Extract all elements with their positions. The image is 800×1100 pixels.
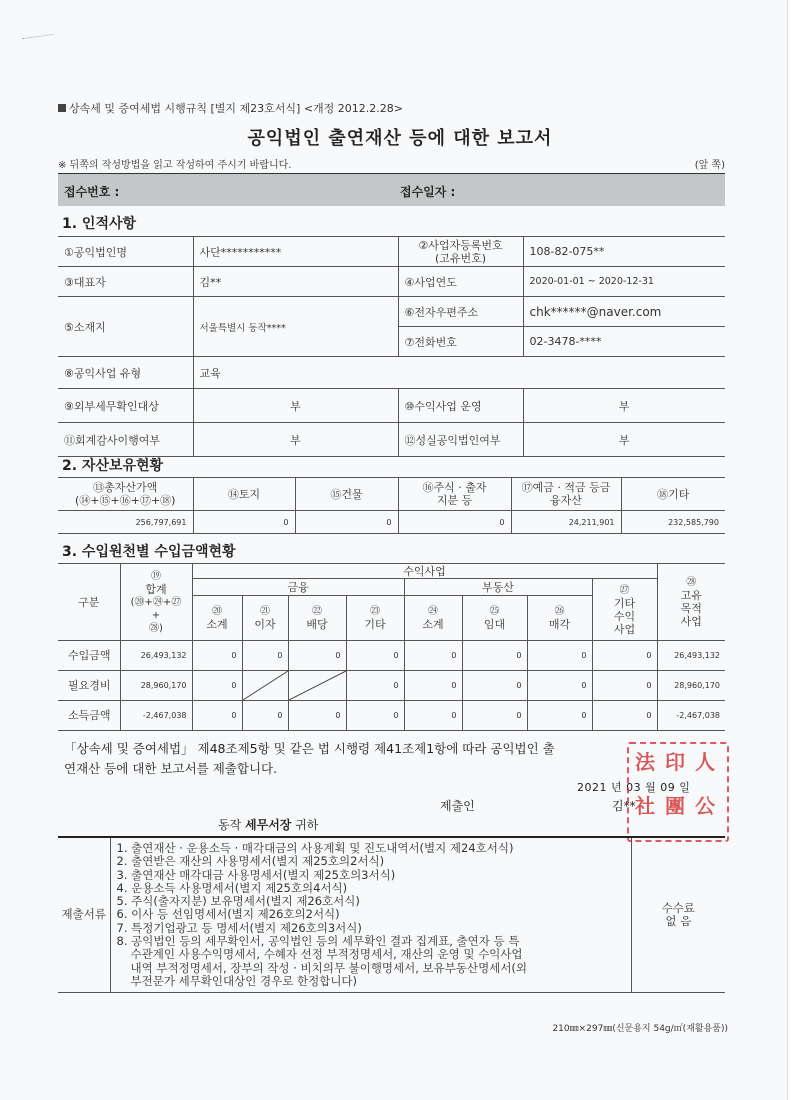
sub-header: [404, 596, 462, 641]
email-label: ⑥전자우편주소: [398, 297, 523, 327]
sub-header: [346, 596, 404, 641]
table-row: [58, 641, 725, 671]
row-label: 수입금액: [58, 641, 120, 671]
documents-label: 제출서류: [58, 837, 110, 993]
date-month-unit: 월: [645, 781, 657, 794]
sub-header-number: ㉓: [370, 606, 380, 617]
own-purpose-line1: 고유: [680, 589, 702, 602]
paper-size-note: 210㎜×297㎜(신문용지 54g/㎡(재활용품)): [552, 1024, 728, 1034]
other-profit-line3: 사업: [613, 622, 636, 636]
asset-header-line1: ⑰예금 · 적금 등금: [521, 481, 611, 494]
cell-value: 0: [346, 641, 404, 671]
faithful-corp-label: ⑫성실공익법인여부: [398, 423, 523, 457]
cell-value: 0: [242, 641, 288, 671]
recipient-suffix: 귀하: [295, 818, 319, 832]
location-label: ⑤소재지: [58, 297, 193, 357]
cell-value: 0: [462, 671, 527, 701]
table-row: [58, 389, 725, 423]
asset-header-line1: ⑬총자산가액: [93, 481, 158, 494]
section-2-title: 2. 자산보유현황: [62, 458, 164, 474]
corp-name-label: ①공익법인명: [58, 237, 193, 267]
table-row: [58, 237, 725, 267]
row-label: 필요경비: [58, 671, 120, 701]
sub-header-label: 임대: [483, 618, 506, 631]
cell-value: 0: [592, 641, 657, 671]
date-year: 2021: [577, 781, 607, 794]
asset-header-line2: 지분 등: [436, 494, 473, 507]
cell-value: 0: [404, 641, 462, 671]
fee-value: 없 음: [665, 914, 692, 929]
recipient: [218, 816, 318, 833]
total-header-label: 합계: [145, 582, 167, 596]
biz-reg-label-line1: ②사업자등록번호: [418, 238, 503, 252]
seal-glyph: 法: [635, 750, 655, 774]
sub-header: [242, 596, 288, 641]
cell-value: 0: [527, 701, 592, 731]
table-row: [58, 267, 725, 297]
sub-header-label: 기타: [364, 618, 386, 631]
document-item-continued: 수관계인 사용수익명세서, 수혜자 선정 부적정명세서, 재산의 운영 및 수익사업: [130, 947, 523, 962]
document-item: 1. 출연재산 · 운용소득 · 매각대금의 사용계획 및 진도내역서(별지 제24호서식): [116, 841, 514, 855]
profit-biz-label: ⑩수익사업 운영: [398, 389, 523, 423]
sub-header: [527, 596, 592, 641]
cell-value: 0: [592, 701, 657, 731]
other-profit-line2: 수익: [613, 609, 636, 623]
asset-header-line1: ⑯주식 · 출자: [422, 481, 487, 494]
document-item: 5. 주식(출자지분) 보유명세서(별지 제26호서식): [116, 894, 360, 909]
asset-header-line2: (⑭+⑮+⑯+⑰+⑱): [75, 494, 176, 507]
sub-header-label: 배당: [306, 618, 328, 631]
finance-header: 금융: [192, 579, 404, 596]
biz-type-value: 교육: [193, 357, 725, 389]
document-item: 7. 특정기업광고 등 명세서(별지 제26호의3서식): [116, 920, 362, 935]
biz-reg-label: [398, 237, 523, 267]
profit-biz-header: 수익사업: [192, 564, 657, 579]
cell-value: 26,493,132: [120, 641, 192, 671]
document-item-continued: 내역 부적정명세서, 장부의 작성 · 비치의무 불이행명세서, 보유부동산명세서(외: [130, 960, 528, 975]
scan-edge: [787, 0, 800, 1100]
submission-documents-table: [58, 836, 725, 993]
asset-holdings-table: [58, 477, 725, 534]
cell-value: 0: [192, 701, 242, 731]
own-purpose-line3: 사업: [680, 615, 702, 628]
document-item: 2. 출연받은 재산의 사용명세서(별지 제25호의2서식): [116, 854, 385, 869]
category-header: 구분: [58, 564, 120, 641]
total-header: [120, 564, 192, 641]
sub-header-number: ㉒: [312, 606, 322, 617]
submitter-label: 제출인: [440, 799, 475, 813]
diagonal-slash-icon: [243, 671, 288, 700]
personal-info-table: [58, 236, 725, 457]
asset-value: 0: [193, 511, 295, 534]
asset-value: 256,797,691: [58, 511, 193, 534]
other-profit-header: [592, 579, 657, 641]
struck-cell: [242, 671, 288, 701]
diagonal-slash-icon: [289, 671, 346, 700]
cell-value: 0: [462, 641, 527, 671]
cell-value: 0: [527, 671, 592, 701]
table-header-row: [58, 478, 725, 511]
profit-biz-value: 부: [523, 389, 725, 423]
sub-header-label: 매각: [548, 618, 571, 631]
receipt-bar: [58, 173, 725, 206]
accounting-audit-label: ⑪회계감사이행여부: [58, 423, 193, 457]
law-reference: [58, 100, 403, 116]
table-row: [58, 671, 725, 701]
seal-glyph: 公: [695, 794, 715, 818]
declaration-line1: 「상속세 및 증여세법」 제48조제5항 및 같은 법 시행령 제41조제1항에 따라 공익법인 출: [64, 741, 555, 756]
cell-value: 0: [346, 671, 404, 701]
fiscal-year-value: 2020-01-01 ~ 2020-12-31: [523, 267, 725, 297]
external-audit-value: 부: [193, 389, 398, 423]
sub-header-number: ⑳: [212, 606, 222, 617]
sub-header-label: 소계: [206, 618, 228, 631]
scan-smudge: [22, 34, 54, 43]
seal-glyph: 印: [665, 750, 685, 774]
table-row: [58, 837, 725, 993]
cell-value: 0: [346, 701, 404, 731]
asset-header: ⑭토지: [193, 478, 295, 511]
document-item: 4. 운용소득 사용명세서(별지 제25호의4서식): [116, 880, 348, 895]
seal-glyph: 社: [635, 794, 655, 818]
total-header-formula: (⑳+㉔+㉗+: [130, 596, 182, 621]
table-row: [58, 701, 725, 731]
cell-value: 0: [288, 701, 346, 731]
sub-header-label: 소계: [422, 618, 444, 631]
seal-glyph: 團: [665, 794, 685, 818]
cell-value: 0: [462, 701, 527, 731]
date-year-unit: 년: [611, 781, 623, 794]
sub-header-label: 이자: [254, 618, 276, 631]
biz-reg-value: 108-82-075**: [523, 237, 725, 267]
asset-header: [398, 478, 511, 511]
other-profit-line1: 기타: [613, 596, 636, 610]
documents-list: [110, 837, 631, 993]
document-item-continued: 부전문가 세무확인대상인 경우로 한정합니다): [130, 973, 358, 988]
square-bullet-icon: [58, 104, 66, 112]
asset-header: [58, 478, 193, 511]
receipt-number-label: 접수번호 :: [64, 185, 120, 199]
cell-value: -2,467,038: [120, 701, 192, 731]
declaration-line2: 연재산 등에 대한 보고서를 제출합니다.: [64, 761, 278, 776]
sub-header-number: ㉖: [554, 606, 565, 617]
asset-value: 232,585,790: [621, 511, 725, 534]
sub-header-number: ㉕: [489, 606, 500, 617]
real-estate-header: 부동산: [404, 579, 592, 596]
seal-glyph: 人: [695, 750, 715, 774]
table-row: [58, 297, 725, 327]
cell-value: -2,467,038: [657, 701, 725, 731]
representative-label: ③대표자: [58, 267, 193, 297]
corp-name-value: 사단***********: [193, 237, 398, 267]
fiscal-year-label: ④사업연도: [398, 267, 523, 297]
income-source-table: [58, 563, 725, 731]
phone-value: 02-3478-****: [523, 327, 725, 357]
total-header-formula-cont: ㉘): [149, 622, 163, 634]
page-side-label: (앞 쪽): [694, 160, 725, 171]
sub-header-number: ㉑: [260, 606, 270, 617]
own-purpose-header: [657, 564, 725, 641]
date-day-unit: 일: [679, 781, 691, 794]
cell-value: 26,493,132: [657, 641, 725, 671]
recipient-prefix: 동작: [218, 818, 242, 832]
official-seal-stamp: [627, 742, 729, 842]
cell-value: 0: [404, 701, 462, 731]
asset-value: 0: [398, 511, 511, 534]
cell-value: 0: [192, 641, 242, 671]
location-value: 서울특별시 동작****: [193, 297, 398, 357]
sub-header: [192, 596, 242, 641]
phone-label: ⑦전화번호: [398, 327, 523, 357]
biz-type-label: ⑧공익사업 유형: [58, 357, 193, 389]
other-profit-number: ㉗: [619, 584, 630, 596]
document-item: 6. 이사 등 선임명세서(별지 제26호의2서식): [116, 907, 340, 922]
sub-header-number: ㉔: [428, 606, 438, 617]
own-purpose-number: ㉘: [686, 577, 697, 588]
section-3-title: 3. 수입원천별 수입금액현황: [62, 544, 236, 560]
accounting-audit-value: 부: [193, 423, 398, 457]
total-header-number: ⑲: [151, 570, 161, 582]
cell-value: 0: [592, 671, 657, 701]
struck-cell: [288, 671, 346, 701]
asset-header: ⑱기타: [621, 478, 725, 511]
submitter-name: 김**: [612, 799, 636, 813]
cell-value: 0: [404, 671, 462, 701]
asset-header: ⑮건물: [295, 478, 398, 511]
external-audit-label: ⑨외부세무확인대상: [58, 389, 193, 423]
representative-value: 김**: [193, 267, 398, 297]
cell-value: 28,960,170: [120, 671, 192, 701]
sub-header: [462, 596, 527, 641]
cell-value: 28,960,170: [657, 671, 725, 701]
receipt-date-label: 접수일자 :: [400, 185, 456, 199]
own-purpose-line2: 목적: [680, 602, 702, 615]
table-row: [58, 423, 725, 457]
fee-cell: [631, 837, 725, 993]
cell-value: 0: [288, 641, 346, 671]
date-month: 03: [626, 781, 642, 794]
table-row: [58, 357, 725, 389]
asset-header: [511, 478, 621, 511]
section-1-title: 1. 인적사항: [62, 216, 137, 232]
cell-value: 0: [192, 671, 242, 701]
faithful-corp-value: 부: [523, 423, 725, 457]
email-value: chk******@naver.com: [523, 297, 725, 327]
biz-reg-label-line2: (고유번호): [434, 251, 487, 265]
instruction-note: ※ 뒤쪽의 작성방법을 읽고 작성하여 주시기 바랍니다.: [58, 160, 292, 171]
recipient-office: 세무서장: [245, 818, 292, 832]
sub-header: [288, 596, 346, 641]
document-item: 8. 공익법인 등의 세무확인서, 공익법인 등의 세무확인 결과 집계표, 출연자 등 특: [116, 934, 520, 949]
asset-header-line2: 융자산: [550, 494, 582, 507]
table-header-row: [58, 564, 725, 579]
asset-value: 0: [295, 511, 398, 534]
document-title: 공익법인 출연재산 등에 대한 보고서: [247, 128, 553, 149]
law-reference-text: 상속세 및 증여세법 시행규칙 [별지 제23호서식] <개정 2012.2.28>: [69, 102, 403, 115]
cell-value: 0: [242, 701, 288, 731]
date-day: 09: [660, 781, 676, 794]
table-row: [58, 511, 725, 534]
cell-value: 0: [527, 641, 592, 671]
asset-value: 24,211,901: [511, 511, 621, 534]
row-label: 소득금액: [58, 701, 120, 731]
fee-label: 수수료: [661, 900, 695, 915]
document-item: 3. 출연재산 매각대금 사용명세서(별지 제25호의3서식): [116, 867, 396, 882]
